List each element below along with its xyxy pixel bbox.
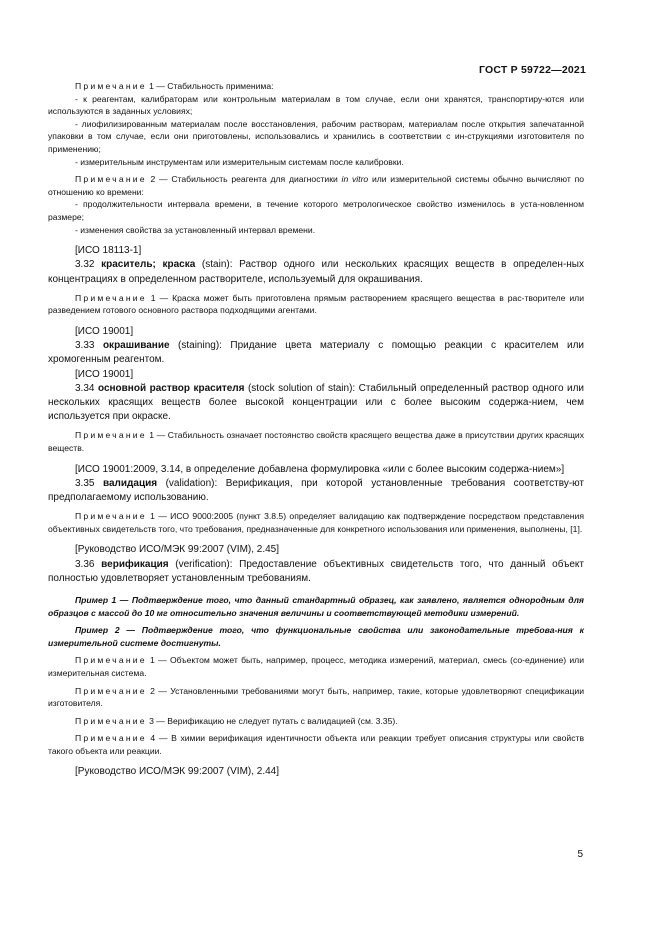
note-3-34: Примечание 1 — Стабильность означает постоянство свойств красящего вещества даже в присутствии других красящих веществ. bbox=[48, 430, 585, 453]
source-reference: [Руководство ИСО/МЭК 99:2007 (VIM), 2.45] bbox=[75, 544, 280, 556]
source-reference: [ИСО 18113-1] bbox=[75, 245, 142, 257]
note-3-36-1: Примечание 1 — Объектом может быть, например, процесс, методика измерений, материал, смесь (со-единение) или измерительная система. bbox=[48, 655, 585, 678]
note-2-stability: Примечание 2 — Стабильность реагента для диагностики in vitro или измерительной системы обычно вычисляют по отношению ко времени: bbox=[48, 174, 585, 197]
source-reference: [Руководство ИСО/МЭК 99:2007 (VIM), 2.44] bbox=[75, 766, 280, 778]
term-name: краситель; краска bbox=[101, 259, 196, 271]
term-name: верификация bbox=[101, 558, 169, 570]
note-label: Примечание bbox=[75, 430, 147, 441]
note-3-36-3: Примечание 3 — Верификацию не следует путать с валидацией (см. 3.35). bbox=[75, 715, 398, 726]
source-reference: [ИСО 19001] bbox=[75, 368, 134, 380]
source-reference: [ИСО 19001:2009, 3.14, в определение добавлена формулировка «или с более высоким содержа-нием»] bbox=[75, 463, 565, 475]
term-3-35: 3.35 валидация (validation): Верификация, при которой установленные требования соответству-ют предполагаемому использованию. bbox=[48, 477, 585, 503]
note-1-stability: Примечание 1 — Стабильность применима: bbox=[75, 81, 274, 91]
note-label: Примечание bbox=[75, 81, 147, 91]
note-list-item: - изменения свойства за установленный интервал времени. bbox=[75, 224, 316, 235]
note-list-item: - измерительным инструментам или измерительным системам после калибровки. bbox=[75, 156, 404, 167]
note-label: Примечание bbox=[75, 174, 147, 185]
note-3-36-4: Примечание 4 — В химии верификация идентичности объекта или реакции требует описания структуры или свойств такого объекта или реакции. bbox=[48, 733, 585, 756]
term-3-33: 3.33 окрашивание (staining): Придание цвета материалу с помощью реакции с красителем или хромогенным реагентом. bbox=[48, 340, 585, 366]
note-list-item: - к реагентам, калибраторам или контрольным материалам в том случае, если они хранятся, транспортиру-ются или используются в заданных условиях; bbox=[48, 93, 584, 117]
term-name: основной раствор красителя bbox=[97, 382, 245, 394]
note-label: Примечание bbox=[75, 292, 147, 303]
term-3-34: 3.34 основной раствор красителя (stock solution of stain): Стабильный определенный раствор одного или нескольких красящих веществ более высокой концентрации или с более высоким содержа-нием, чем используется при окраске. bbox=[48, 382, 585, 423]
note-3-32: Примечание 1 — Краска может быть приготовлена прямым растворением красящего вещества в рас-творителе или разведением готового основного раствора подходящими агентами. bbox=[48, 292, 585, 316]
note-3-35: Примечание 1 — ИСО 9000:2005 (пункт 3.8.5) определяет валидацию как подтверждение посредством представления объективных свидетельств того, что требования, предназначенные для конкретного использования или применения, выполнены, [1]. bbox=[48, 511, 585, 534]
example-1: Пример 1 — Подтверждение того, что данный стандартный образец, как заявлено, является однородным для образцов с массой до 10 мг относительно значения величины и соответствующей методики измерений. bbox=[48, 594, 584, 618]
note-label: Примечание bbox=[75, 511, 147, 522]
example-2: Пример 2 — Подтверждение того, что функциональные свойства или законодательные требова-ния к измерительной системе достигнуты. bbox=[48, 625, 584, 648]
source-reference: [ИСО 19001] bbox=[75, 325, 134, 337]
term-name: окрашивание bbox=[102, 340, 170, 352]
note-3-36-2: Примечание 2 — Установленными требованиями могут быть, например, такие, которые удовлетворяют спецификации изготовителя. bbox=[48, 685, 584, 709]
note-label: Примечание bbox=[75, 685, 147, 696]
term-name: валидация bbox=[102, 477, 158, 489]
term-3-36: 3.36 верификация (verification): Предоставление объективных свидетельств того, что данный объект полностью удовлетворяет установленным требованиям. bbox=[48, 558, 585, 584]
note-label: Примечание bbox=[75, 655, 147, 666]
note-label: Примечание bbox=[75, 715, 147, 726]
page-content bbox=[48, 80, 584, 780]
note-list-item: - лиофилизированным материалам после восстановления, рабочим растворам, материалам после открытия запечатанной упаковки в том случае, если они приготовлены, использовались и хранились в соответствии с ин-струкциями изготовителя по применению; bbox=[48, 118, 584, 154]
term-3-32: 3.32 краситель; краска (stain): Раствор одного или нескольких красящих веществ в определен-ных концентрациях в определенном растворителе, используемый для окрашивания. bbox=[48, 259, 584, 285]
page-number: 5 bbox=[577, 849, 583, 860]
note-list-item: - продолжительности интервала времени, в течение которого метрологическое свойство изменилось в уста-новленном размере; bbox=[48, 199, 584, 222]
note-label: Примечание bbox=[75, 733, 147, 744]
standard-header: ГОСТ Р 59722—2021 bbox=[478, 64, 586, 76]
